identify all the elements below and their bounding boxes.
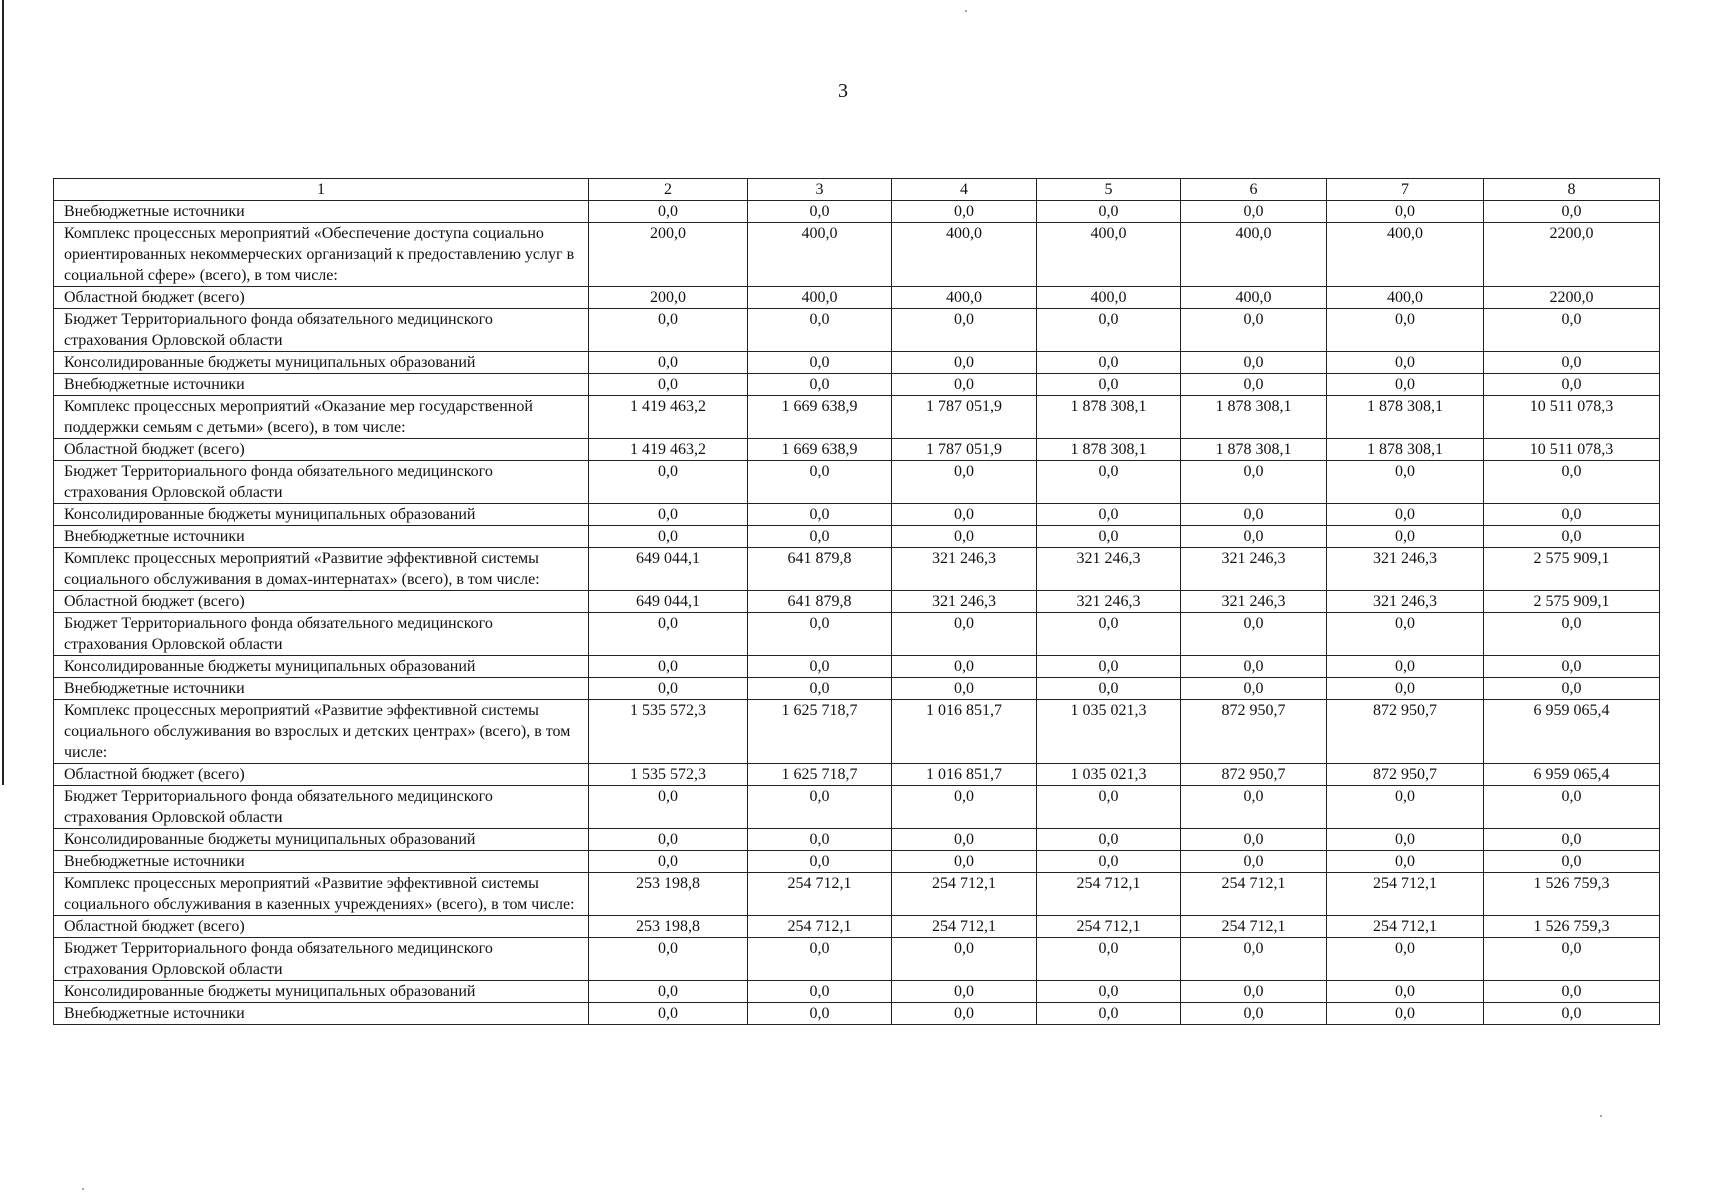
row-value: 6 959 065,4 — [1484, 764, 1660, 786]
row-value: 0,0 — [589, 656, 748, 678]
row-value: 0,0 — [1181, 461, 1327, 504]
row-value: 0,0 — [748, 981, 892, 1003]
header-row — [54, 179, 1660, 201]
row-value: 0,0 — [589, 374, 748, 396]
row-value: 0,0 — [892, 613, 1037, 656]
table-row — [54, 287, 1660, 309]
column-number: 5 — [1037, 179, 1181, 201]
row-label: Внебюджетные источники — [54, 1003, 589, 1025]
table-row — [54, 678, 1660, 700]
row-value: 254 712,1 — [1037, 873, 1181, 916]
row-value: 1 035 021,3 — [1037, 700, 1181, 764]
row-value: 1 787 051,9 — [892, 439, 1037, 461]
row-value: 0,0 — [589, 981, 748, 1003]
row-value: 0,0 — [1181, 851, 1327, 873]
row-value: 1 669 638,9 — [748, 439, 892, 461]
row-value: 400,0 — [1327, 287, 1484, 309]
row-value: 0,0 — [748, 526, 892, 548]
column-number: 2 — [589, 179, 748, 201]
row-value: 254 712,1 — [1327, 916, 1484, 938]
row-value: 254 712,1 — [748, 873, 892, 916]
row-value: 1 878 308,1 — [1037, 396, 1181, 439]
row-value: 0,0 — [1037, 526, 1181, 548]
row-value: 0,0 — [1484, 352, 1660, 374]
table-row — [54, 613, 1660, 656]
row-label: Консолидированные бюджеты муниципальных образований — [54, 656, 589, 678]
row-value: 0,0 — [892, 504, 1037, 526]
row-value: 0,0 — [1181, 309, 1327, 352]
row-value: 0,0 — [748, 938, 892, 981]
row-value: 0,0 — [1037, 352, 1181, 374]
row-value: 0,0 — [1181, 678, 1327, 700]
row-value: 0,0 — [1484, 309, 1660, 352]
row-value: 200,0 — [589, 223, 748, 287]
row-value: 6 959 065,4 — [1484, 700, 1660, 764]
row-value: 0,0 — [589, 201, 748, 223]
row-value: 0,0 — [1484, 613, 1660, 656]
row-value: 0,0 — [748, 613, 892, 656]
row-value: 0,0 — [892, 461, 1037, 504]
row-value: 0,0 — [1327, 851, 1484, 873]
row-value: 321 246,3 — [892, 548, 1037, 591]
row-value: 400,0 — [892, 223, 1037, 287]
row-value: 641 879,8 — [748, 548, 892, 591]
row-value: 0,0 — [748, 656, 892, 678]
row-value: 200,0 — [589, 287, 748, 309]
row-label: Комплекс процессных мероприятий «Развитие эффективной системы социального обслуживания в казенных учреждениях» (всего), в том числе: — [54, 873, 589, 916]
row-label: Областной бюджет (всего) — [54, 287, 589, 309]
row-value: 0,0 — [748, 352, 892, 374]
row-label: Бюджет Территориального фонда обязательного медицинского страхования Орловской области — [54, 309, 589, 352]
row-value: 0,0 — [892, 352, 1037, 374]
row-value: 0,0 — [1037, 938, 1181, 981]
row-label: Внебюджетные источники — [54, 374, 589, 396]
row-label: Областной бюджет (всего) — [54, 439, 589, 461]
row-value: 0,0 — [589, 526, 748, 548]
row-value: 10 511 078,3 — [1484, 396, 1660, 439]
row-value: 0,0 — [1327, 374, 1484, 396]
table-row — [54, 656, 1660, 678]
row-label: Внебюджетные источники — [54, 201, 589, 223]
row-value: 649 044,1 — [589, 548, 748, 591]
row-label: Консолидированные бюджеты муниципальных образований — [54, 352, 589, 374]
row-value: 0,0 — [1181, 613, 1327, 656]
column-number: 7 — [1327, 179, 1484, 201]
row-value: 0,0 — [1327, 786, 1484, 829]
row-value: 254 712,1 — [1327, 873, 1484, 916]
row-value: 1 016 851,7 — [892, 764, 1037, 786]
table-row — [54, 374, 1660, 396]
row-value: 1 016 851,7 — [892, 700, 1037, 764]
row-value: 0,0 — [589, 504, 748, 526]
row-value: 1 625 718,7 — [748, 764, 892, 786]
row-value: 0,0 — [589, 678, 748, 700]
row-value: 0,0 — [1181, 352, 1327, 374]
row-value: 1 878 308,1 — [1037, 439, 1181, 461]
row-value: 0,0 — [892, 374, 1037, 396]
row-value: 0,0 — [892, 1003, 1037, 1025]
row-value: 400,0 — [892, 287, 1037, 309]
row-value: 0,0 — [1484, 829, 1660, 851]
row-value: 254 712,1 — [748, 916, 892, 938]
scan-speck — [965, 10, 967, 12]
row-value: 0,0 — [1181, 829, 1327, 851]
row-label: Консолидированные бюджеты муниципальных образований — [54, 981, 589, 1003]
row-label: Областной бюджет (всего) — [54, 764, 589, 786]
row-value: 400,0 — [1327, 223, 1484, 287]
table-row — [54, 1003, 1660, 1025]
row-value: 0,0 — [1327, 526, 1484, 548]
row-value: 0,0 — [1484, 656, 1660, 678]
row-value: 0,0 — [892, 981, 1037, 1003]
table-row — [54, 916, 1660, 938]
row-value: 0,0 — [1484, 678, 1660, 700]
row-label: Комплекс процессных мероприятий «Развитие эффективной системы социального обслуживания во взрослых и детских центрах» (всего), в том числе: — [54, 700, 589, 764]
row-value: 0,0 — [1327, 352, 1484, 374]
row-value: 0,0 — [1037, 786, 1181, 829]
row-value: 254 712,1 — [892, 916, 1037, 938]
row-value: 0,0 — [589, 309, 748, 352]
row-value: 0,0 — [1181, 526, 1327, 548]
row-value: 0,0 — [589, 938, 748, 981]
row-label: Областной бюджет (всего) — [54, 591, 589, 613]
row-value: 0,0 — [1037, 374, 1181, 396]
row-value: 0,0 — [1037, 829, 1181, 851]
row-value: 0,0 — [1181, 504, 1327, 526]
row-value: 0,0 — [1327, 938, 1484, 981]
scan-edge-line — [2, 0, 4, 785]
row-value: 0,0 — [589, 829, 748, 851]
row-label: Комплекс процессных мероприятий «Развитие эффективной системы социального обслуживания в домах-интернатах» (всего), в том числе: — [54, 548, 589, 591]
row-value: 254 712,1 — [1181, 916, 1327, 938]
row-value: 872 950,7 — [1181, 700, 1327, 764]
column-number: 4 — [892, 179, 1037, 201]
row-value: 254 712,1 — [892, 873, 1037, 916]
column-number: 1 — [54, 179, 589, 201]
row-value: 0,0 — [1484, 461, 1660, 504]
row-value: 254 712,1 — [1037, 916, 1181, 938]
row-value: 0,0 — [1037, 504, 1181, 526]
row-value: 0,0 — [1327, 1003, 1484, 1025]
row-value: 0,0 — [1327, 201, 1484, 223]
row-value: 0,0 — [748, 504, 892, 526]
row-label: Бюджет Территориального фонда обязательного медицинского страхования Орловской области — [54, 461, 589, 504]
row-value: 0,0 — [1037, 613, 1181, 656]
row-value: 0,0 — [892, 851, 1037, 873]
table-row — [54, 786, 1660, 829]
row-value: 10 511 078,3 — [1484, 439, 1660, 461]
row-value: 0,0 — [1037, 981, 1181, 1003]
row-value: 0,0 — [748, 461, 892, 504]
row-value: 1 419 463,2 — [589, 439, 748, 461]
row-value: 0,0 — [589, 851, 748, 873]
row-value: 0,0 — [1037, 1003, 1181, 1025]
row-value: 321 246,3 — [892, 591, 1037, 613]
row-value: 0,0 — [1327, 504, 1484, 526]
row-value: 1 878 308,1 — [1181, 439, 1327, 461]
row-value: 0,0 — [1181, 374, 1327, 396]
budget-table — [53, 178, 1660, 1025]
scan-speck — [82, 1188, 84, 1190]
row-value: 0,0 — [1037, 461, 1181, 504]
row-value: 321 246,3 — [1181, 548, 1327, 591]
table-row — [54, 700, 1660, 764]
row-label: Внебюджетные источники — [54, 678, 589, 700]
row-value: 400,0 — [748, 287, 892, 309]
table-row — [54, 352, 1660, 374]
row-value: 0,0 — [1327, 829, 1484, 851]
row-value: 0,0 — [1327, 981, 1484, 1003]
row-value: 400,0 — [1037, 287, 1181, 309]
column-number: 3 — [748, 179, 892, 201]
row-value: 641 879,8 — [748, 591, 892, 613]
table-row — [54, 591, 1660, 613]
row-value: 2200,0 — [1484, 287, 1660, 309]
row-value: 0,0 — [589, 352, 748, 374]
row-value: 0,0 — [589, 786, 748, 829]
row-value: 400,0 — [1037, 223, 1181, 287]
row-value: 0,0 — [1484, 526, 1660, 548]
row-value: 0,0 — [892, 201, 1037, 223]
table-row — [54, 201, 1660, 223]
row-value: 0,0 — [748, 829, 892, 851]
row-value: 0,0 — [1484, 374, 1660, 396]
row-value: 0,0 — [1484, 981, 1660, 1003]
row-value: 0,0 — [1484, 851, 1660, 873]
row-value: 0,0 — [1484, 201, 1660, 223]
row-value: 253 198,8 — [589, 916, 748, 938]
row-value: 0,0 — [1181, 981, 1327, 1003]
row-value: 1 878 308,1 — [1327, 439, 1484, 461]
row-value: 1 787 051,9 — [892, 396, 1037, 439]
row-value: 2 575 909,1 — [1484, 548, 1660, 591]
row-value: 321 246,3 — [1037, 548, 1181, 591]
row-value: 0,0 — [1484, 1003, 1660, 1025]
row-value: 0,0 — [1327, 678, 1484, 700]
table-row — [54, 764, 1660, 786]
table-row — [54, 504, 1660, 526]
row-value: 0,0 — [892, 526, 1037, 548]
row-value: 0,0 — [589, 1003, 748, 1025]
row-value: 321 246,3 — [1327, 548, 1484, 591]
row-value: 0,0 — [748, 201, 892, 223]
table-row — [54, 461, 1660, 504]
row-label: Консолидированные бюджеты муниципальных образований — [54, 504, 589, 526]
row-value: 0,0 — [1037, 656, 1181, 678]
row-label: Внебюджетные источники — [54, 851, 589, 873]
row-value: 0,0 — [1484, 938, 1660, 981]
column-number: 6 — [1181, 179, 1327, 201]
row-value: 0,0 — [1181, 656, 1327, 678]
table-row — [54, 309, 1660, 352]
row-label: Бюджет Территориального фонда обязательного медицинского страхования Орловской области — [54, 938, 589, 981]
row-value: 0,0 — [1181, 786, 1327, 829]
table-row — [54, 829, 1660, 851]
row-value: 254 712,1 — [1181, 873, 1327, 916]
row-label: Областной бюджет (всего) — [54, 916, 589, 938]
row-value: 0,0 — [748, 309, 892, 352]
row-value: 1 625 718,7 — [748, 700, 892, 764]
row-value: 2200,0 — [1484, 223, 1660, 287]
row-value: 1 535 572,3 — [589, 764, 748, 786]
table-body — [54, 201, 1660, 1025]
scan-speck — [1600, 1115, 1602, 1117]
row-label: Комплекс процессных мероприятий «Обеспечение доступа социально ориентированных некоммерческих организаций к предоставлению услуг в социальной сфере» (всего), в том числе: — [54, 223, 589, 287]
row-label: Бюджет Территориального фонда обязательного медицинского страхования Орловской области — [54, 613, 589, 656]
row-label: Консолидированные бюджеты муниципальных образований — [54, 829, 589, 851]
column-number: 8 — [1484, 179, 1660, 201]
row-value: 0,0 — [1327, 656, 1484, 678]
row-value: 0,0 — [589, 461, 748, 504]
row-value: 0,0 — [1037, 309, 1181, 352]
row-value: 872 950,7 — [1181, 764, 1327, 786]
row-value: 0,0 — [748, 851, 892, 873]
row-value: 0,0 — [892, 786, 1037, 829]
row-value: 400,0 — [748, 223, 892, 287]
row-value: 253 198,8 — [589, 873, 748, 916]
row-value: 0,0 — [1037, 851, 1181, 873]
row-value: 0,0 — [892, 309, 1037, 352]
row-value: 0,0 — [1327, 461, 1484, 504]
row-value: 1 419 463,2 — [589, 396, 748, 439]
row-value: 1 535 572,3 — [589, 700, 748, 764]
row-value: 321 246,3 — [1181, 591, 1327, 613]
table-row — [54, 548, 1660, 591]
table-row — [54, 223, 1660, 287]
page-number: 3 — [838, 80, 848, 102]
row-value: 0,0 — [1181, 938, 1327, 981]
row-value: 0,0 — [1037, 201, 1181, 223]
table-row — [54, 439, 1660, 461]
row-value: 0,0 — [1484, 786, 1660, 829]
table-row — [54, 526, 1660, 548]
table-row — [54, 981, 1660, 1003]
table-row — [54, 938, 1660, 981]
table-row — [54, 396, 1660, 439]
row-value: 321 246,3 — [1037, 591, 1181, 613]
row-value: 0,0 — [892, 656, 1037, 678]
table-row — [54, 873, 1660, 916]
row-value: 321 246,3 — [1327, 591, 1484, 613]
row-value: 400,0 — [1181, 223, 1327, 287]
row-value: 0,0 — [892, 829, 1037, 851]
row-value: 400,0 — [1181, 287, 1327, 309]
row-value: 0,0 — [589, 613, 748, 656]
row-value: 0,0 — [892, 678, 1037, 700]
row-value: 872 950,7 — [1327, 764, 1484, 786]
row-label: Комплекс процессных мероприятий «Оказание мер государственной поддержки семьям с детьми» (всего), в том числе: — [54, 396, 589, 439]
row-value: 0,0 — [1037, 678, 1181, 700]
row-value: 0,0 — [1484, 504, 1660, 526]
row-value: 0,0 — [748, 374, 892, 396]
row-value: 0,0 — [748, 678, 892, 700]
row-value: 1 878 308,1 — [1327, 396, 1484, 439]
row-value: 0,0 — [748, 1003, 892, 1025]
row-value: 1 035 021,3 — [1037, 764, 1181, 786]
row-value: 0,0 — [748, 786, 892, 829]
row-value: 0,0 — [892, 938, 1037, 981]
row-value: 649 044,1 — [589, 591, 748, 613]
row-value: 1 669 638,9 — [748, 396, 892, 439]
row-value: 1 526 759,3 — [1484, 873, 1660, 916]
row-value: 0,0 — [1327, 613, 1484, 656]
row-value: 872 950,7 — [1327, 700, 1484, 764]
row-label: Внебюджетные источники — [54, 526, 589, 548]
table-row — [54, 851, 1660, 873]
row-value: 1 526 759,3 — [1484, 916, 1660, 938]
row-value: 1 878 308,1 — [1181, 396, 1327, 439]
row-value: 2 575 909,1 — [1484, 591, 1660, 613]
row-value: 0,0 — [1181, 1003, 1327, 1025]
row-label: Бюджет Территориального фонда обязательного медицинского страхования Орловской области — [54, 786, 589, 829]
row-value: 0,0 — [1181, 201, 1327, 223]
row-value: 0,0 — [1327, 309, 1484, 352]
